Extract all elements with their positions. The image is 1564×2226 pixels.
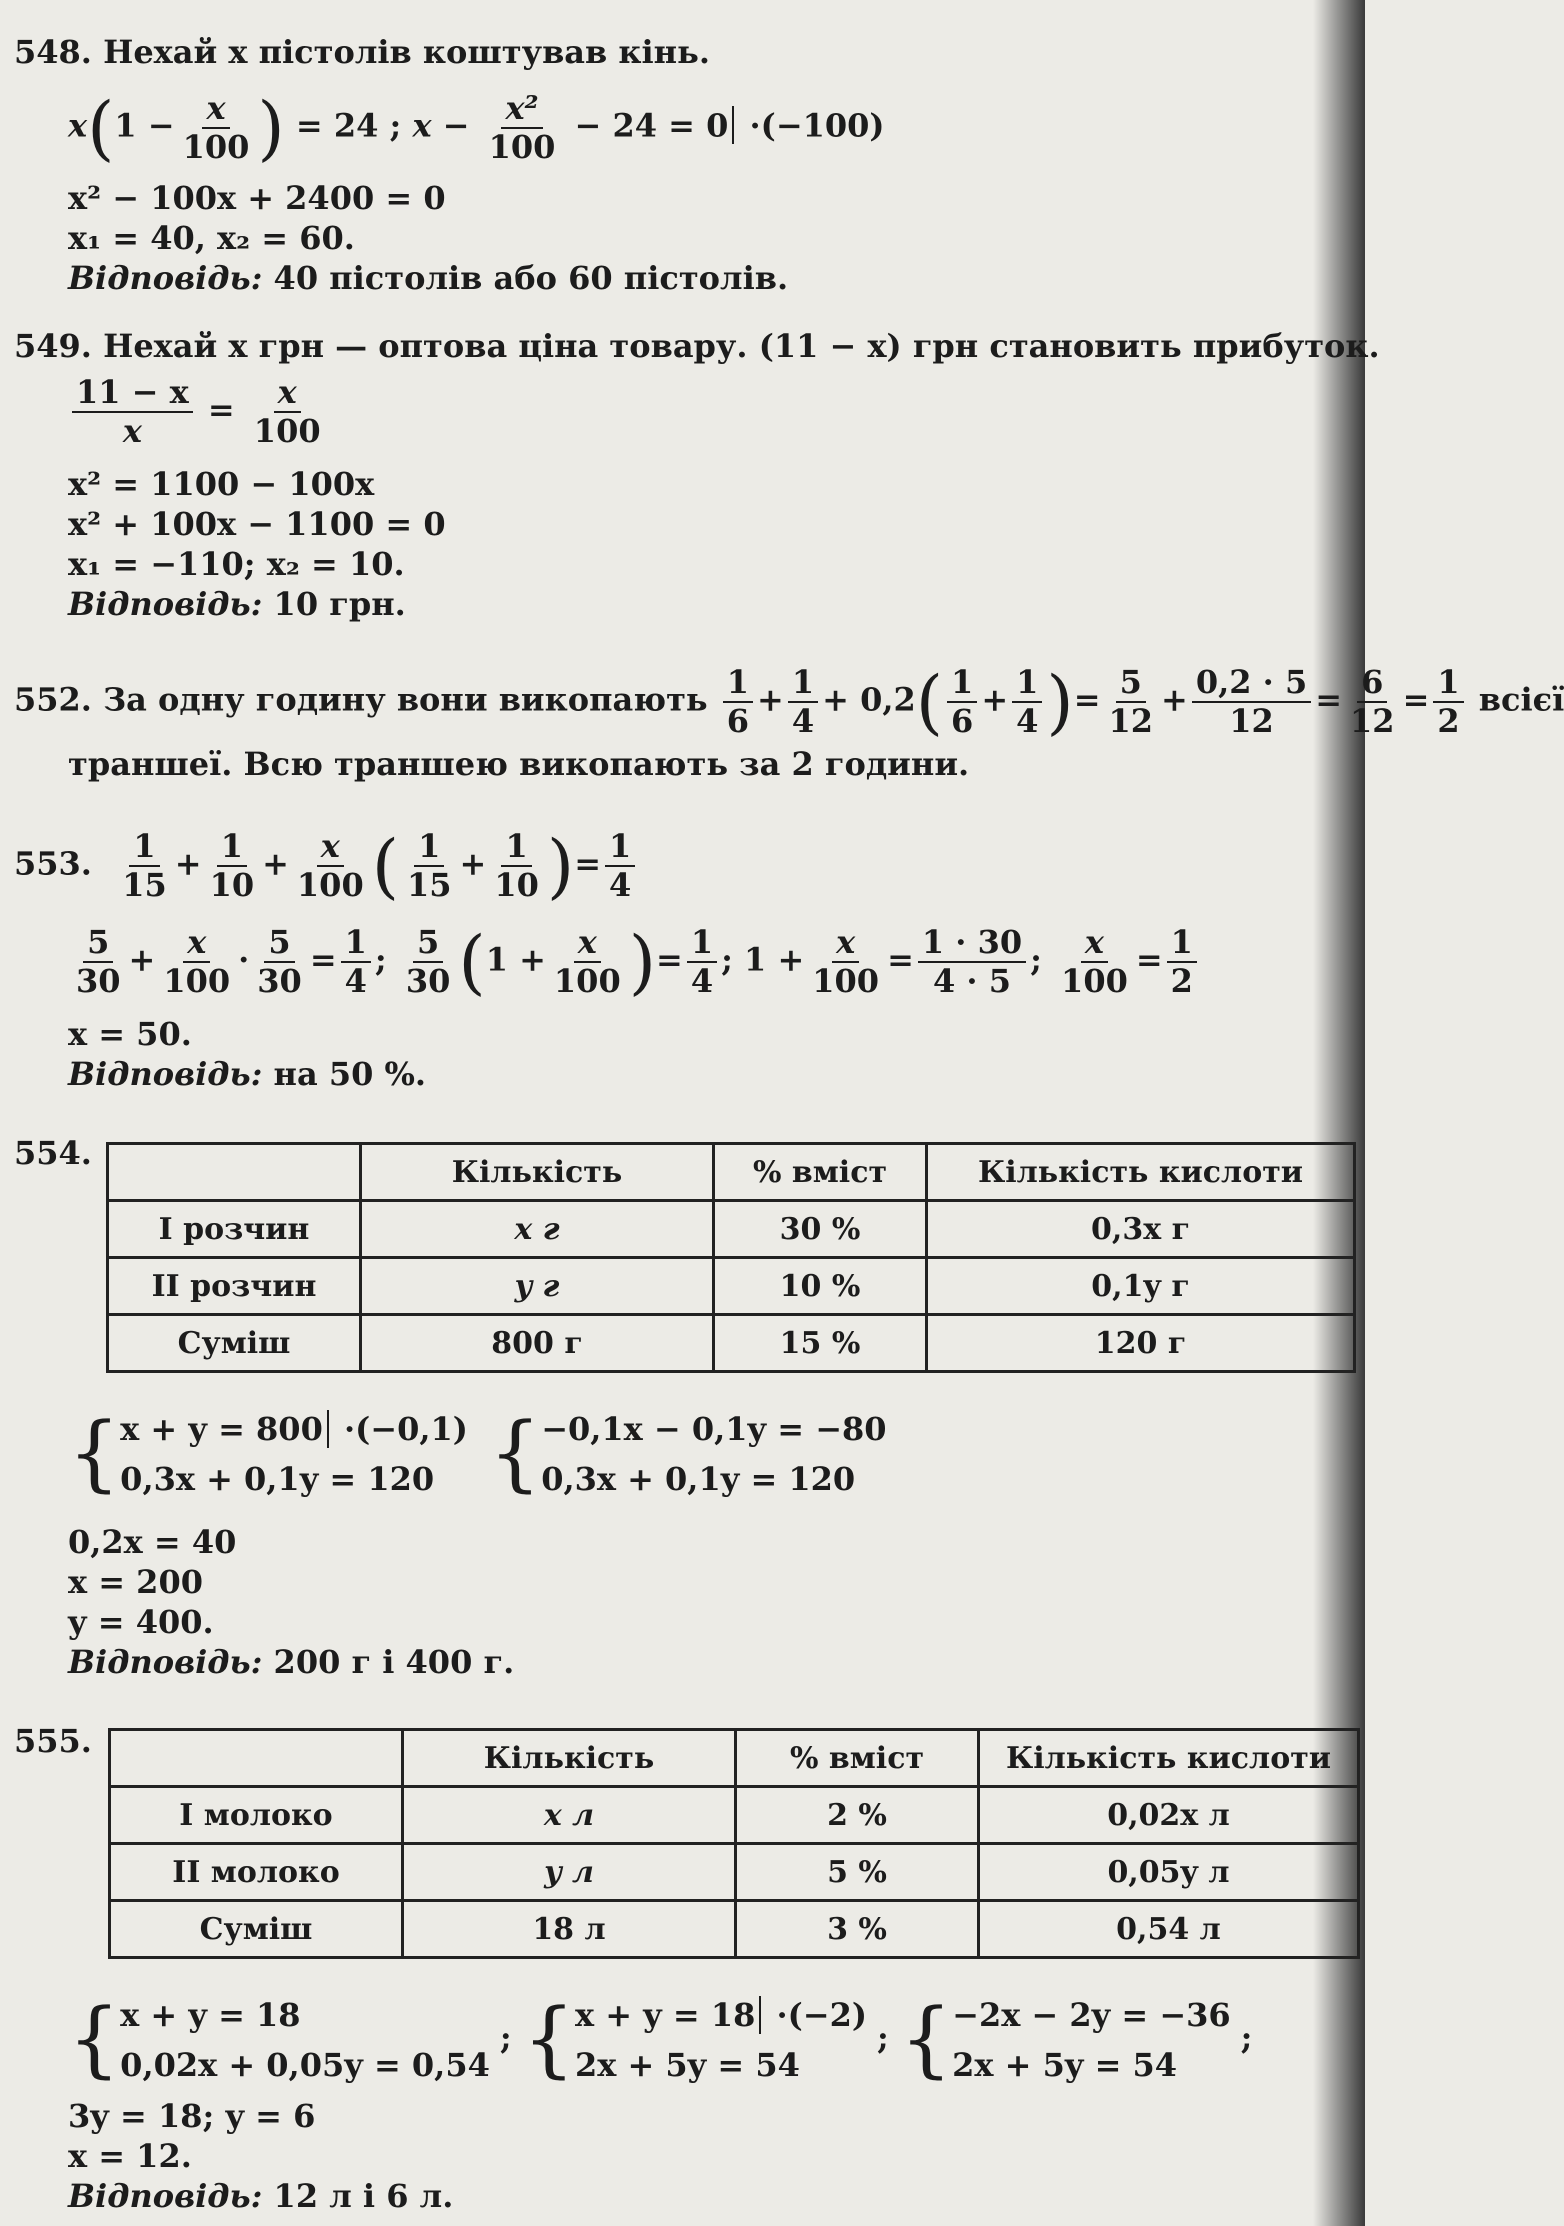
answer-line: Відповідь: 12 л і 6 л. [68, 2177, 454, 2215]
problem-text: Нехай x пістолів коштував кінь. [103, 33, 710, 71]
equation-line: x² + 100x − 1100 = 0 [68, 505, 446, 543]
equation-line: 0,2x = 40 [68, 1523, 237, 1561]
problem-553-equation-2: $\frac{5}{30}$ + $\frac{x}{100}$ · $\frac{5}{30}$ = $\frac{1}{4}$ ; $\frac{5}{30}$ (1 + $\frac{x}{100}$ )= $\frac{1}{4}$ ; 1 + $\frac{x}{100}$ = $\frac{1 \cdot 30}{4 \cdot 5}$ ; $\frac{x}{100}$ = $\frac{1}{2}$ [68, 924, 1201, 1000]
problem-555-table [108, 1728, 1360, 1959]
equation-line: x = 200 [68, 1563, 203, 1601]
problem-553-equation: 553. $\frac{1}{15}$ + $\frac{1}{10}$ + $\frac{x}{100}$ ( $\frac{1}{15}$ + $\frac{1}{10}$ )= $\frac{1}{4}$ [14, 828, 639, 904]
fraction: $\frac{\text{x²}}{100}$ [488, 89, 556, 166]
table-header-row: Кількість % вміст Кількість кислоти [110, 1730, 1359, 1787]
equation-line: x = 50. [68, 1015, 192, 1053]
answer-line: Відповідь: 40 пістолів або 60 пістолів. [68, 259, 789, 297]
table-row: II молоко y л 5 % 0,05y л [110, 1844, 1359, 1901]
table-row: I молоко x л 2 % 0,02x л [110, 1787, 1359, 1844]
problem-554-table [106, 1142, 1356, 1373]
equation-line: x = 12. [68, 2137, 192, 2175]
answer-line: Відповідь: 200 г і 400 г. [68, 1643, 515, 1681]
problem-number: 548. [14, 33, 92, 71]
problem-554-systems [68, 1404, 897, 1504]
table-row: Суміш 18 л 3 % 0,54 л [110, 1901, 1359, 1958]
problem-549-heading: 549. Нехай x грн — оптова ціна товару. (11 − x) грн становить прибуток. [14, 327, 1380, 365]
equation-line: 3y = 18; y = 6 [68, 2097, 316, 2135]
equation-system: { x + y = 800 ·(−0,1) 0,3x + 0,1y = 120 [68, 1406, 468, 1501]
table-row: Суміш 800 г 15 % 120 г [108, 1315, 1355, 1372]
answer-line: Відповідь: 10 грн. [68, 585, 406, 623]
problem-552-equation: 552. За одну годину вони викопають $\frac{1}{6}$ + $\frac{1}{4}$ + 0,2( $\frac{1}{6}$ + $\frac{1}{4}$ )= $\frac{5}{12}$ + $\frac{0,2 \cdot 5}{12}$ = $\frac{6}{12}$ = $\frac{1}{2}$ всієї [14, 660, 1564, 743]
equation-line: x² = 1100 − 100x [68, 465, 375, 503]
problem-number: 555. [14, 1722, 92, 1760]
problem-555-systems: { x + y = 18 0,02x + 0,05y = 0,54 ; { x + y = 18 ·(−2) 2x + 5y = 54 ; { −2x − 2y = −36 2x + 5y = 54 ; [68, 1990, 1252, 2090]
problem-549-equation: $\frac{11 - x}{x}$ = $\frac{x}{100}$ [68, 374, 329, 450]
table-row: I розчин x г 30 % 0,3x г [108, 1201, 1355, 1258]
equation-system: { x + y = 18 0,02x + 0,05y = 0,54 [68, 1992, 490, 2087]
table-header-row: Кількість % вміст Кількість кислоти [108, 1144, 1355, 1201]
fraction: $\frac{11 - x}{x}$ [72, 374, 193, 450]
text-line: траншеї. Всю траншею викопають за 2 години. [68, 745, 970, 783]
table-row: II розчин y г 10 % 0,1y г [108, 1258, 1355, 1315]
equation-line: x² − 100x + 2400 = 0 [68, 179, 446, 217]
problem-number: 554. [14, 1134, 92, 1172]
fraction: $\frac{x}{100}$ [182, 89, 250, 166]
equation-system: { −2x − 2y = −36 2x + 5y = 54 [899, 1992, 1231, 2087]
equation-line: x₁ = 40, x₂ = 60. [68, 219, 355, 257]
equation-system: { x + y = 18 ·(−2) 2x + 5y = 54 [522, 1992, 867, 2087]
equation-line: x₁ = −110; x₂ = 10. [68, 545, 405, 583]
answer-line: Відповідь: на 50 %. [68, 1055, 427, 1093]
problem-548-equation: x(1 − $\frac{x}{100}$ ) = 24 ; x − $\frac{\text{x²}}{100}$ − 24 = 0 ·(−100) [68, 86, 885, 169]
problem-548-heading [14, 32, 710, 72]
equation-line: y = 400. [68, 1603, 214, 1641]
equation-system: { −0,1x − 0,1y = −80 0,3x + 0,1y = 120 [489, 1406, 887, 1501]
fraction: $\frac{x}{100}$ [253, 373, 321, 450]
